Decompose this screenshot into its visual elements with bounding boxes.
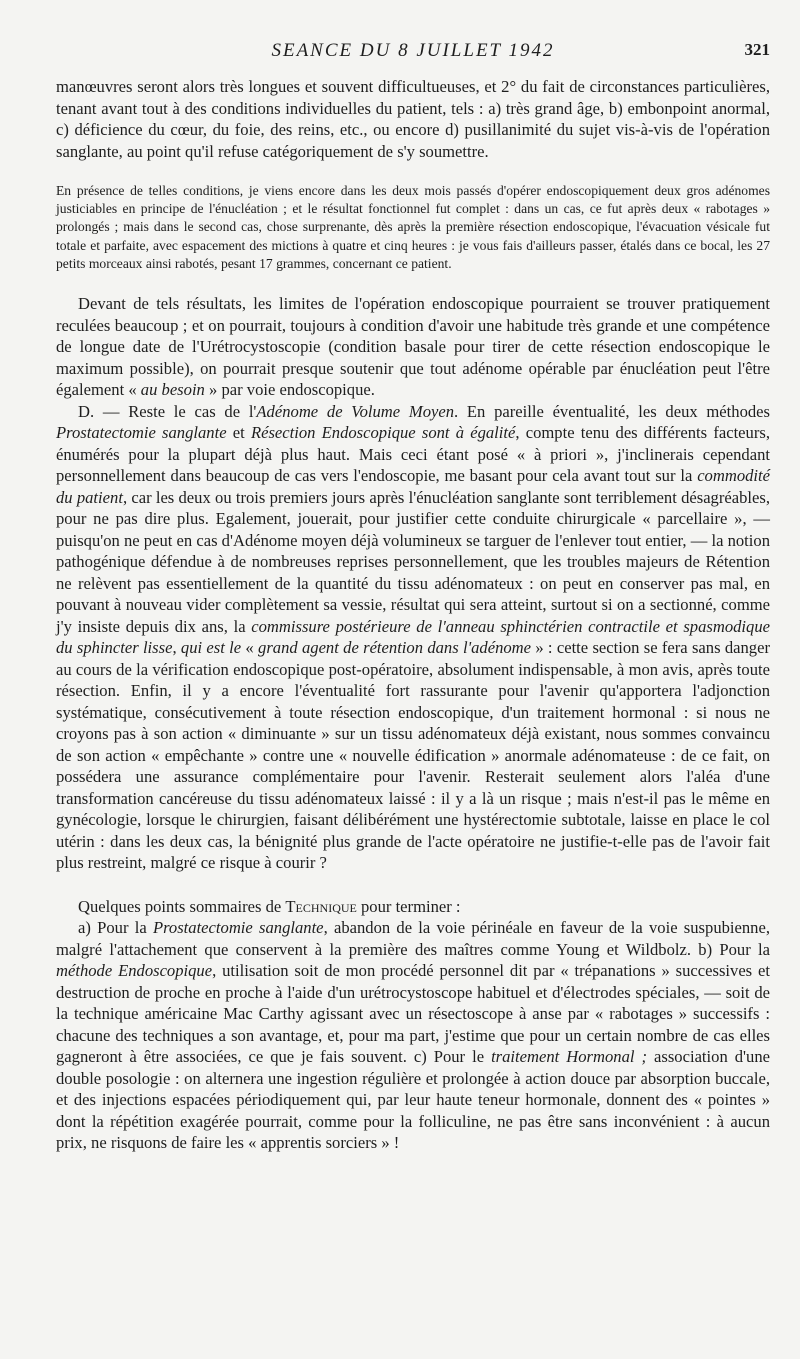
text-run: , abandon de la voie périnéale en faveur de la voie suspubienne, malgré l'attachement que conservent à la première des maîtres comme Young et Wildbolz. b) Pour la [56, 918, 770, 959]
italic-run: Prostatectomie sanglante [152, 918, 324, 938]
body-text [56, 76, 770, 1154]
italic-run: méthode Endoscopique [56, 961, 213, 981]
text-run: » par voie endoscopique. [204, 380, 375, 400]
text-run: » : cette section se fera sans danger au cours de la vérification endoscopique post-opératoire, absolument indispensable, à mon avis, après toute résection. Enfin, il y a encore l'éventualité fort rassurante pour l'avenir qu'apportera l'adjonction systématique, consécutivement à toute résection endoscopique, d'un traitement hormonal : si nous ne croyons pas à son action « diminuante » sur un tissu adénomateux déjà existant, nous sommes convaincu de son action « empêchante » contre une « nouvelle édification » anormale adénomateuse : de ce fait, on possédera une assurance complémentaire pour l'avenir. Resterait seulement alors l'aléa d'une transformation cancéreuse du tissu adénomateux laissé : il y a là un risque ; mais n'est-il pas le même en gynécologie, lorsque le chirurgien, faisant délibérément une hystérectomie subtotale, laisse en place le col utérin : dans les deux cas, la bénignité plus grande de l'acte opératoire ne justifie-t-elle pas de l'avoir fait plus restreint, malgré ce risque à courir ? [56, 638, 770, 873]
italic-run: grand agent de rétention dans l'adénome [258, 638, 532, 658]
text-run: , [172, 638, 181, 658]
text-run: , car les deux ou trois premiers jours après l'énucléation sanglante sont terriblement désagréables, pour ne pas dire plus. Egalement, jouerait, pour justifier cette conduite chirurgicale « parcellaire », — puisqu'on ne peut en cas d'Adénome moyen déjà volumineux se targuer de l'enlever tout entier, — la notion pathogénique défendue à de nombreuses reprises personnellement, que les troubles majeurs de Rétention ne relèvent pas essentiellement de la quantité du tissu adénomateux : on peut en conserver pas mal, en pouvant à nouveau vider complètement sa vessie, résultat qui sera atteint, surtout si on a sectionné, comme j'y insiste depuis dix ans, la [56, 487, 770, 636]
italic-run: Adénome de Volume Moyen [256, 401, 455, 421]
italic-run: traitement Hormonal ; [491, 1047, 648, 1067]
text-run: « [241, 638, 259, 658]
text-run: , compte tenu des différents facteurs, énumérés pour la plupart déjà plus haut. Mais ceci étant posé « à priori », j'inclinerais cependant personnellement dans beaucoup de cas vers l'endoscopie, me basant pour cela avant tout sur la [56, 423, 770, 486]
text-run: association d'une double posologie : on alternera une ingestion régulière et prolongée à action douce par absorption buccale, et des injections espacées périodiquement qui, par leur haute teneur hormonale, donnent des « pointes » dont la répétition exagérée pourrait, comme pour la folliculine, ne pas être sans inconvénient : à aucun prix, ne risquons de faire les « apprentis sorciers » ! [56, 1047, 770, 1153]
italic-run: commodité du patient [56, 466, 770, 507]
page-number: 321 [744, 40, 770, 59]
text-run: , utilisation soit de mon procédé personnel dit par « trépanations » successives et destruction de proche en proche à l'aide d'un urétrocystoscope habituel et d'électrodes spéciales, — soit de la technique américaine Mac Carthy agissant avec un résectoscope à anse par « rabotages » successifs : chacune des techniques a son avantage, et, pour ma part, j'estime que pour un certain nombre de cas elles gagneront à être associées, ce que je fais souvent. c) Pour le [56, 961, 770, 1067]
paragraph-3 [56, 293, 770, 401]
paragraph-6 [56, 917, 770, 1154]
text-run: Devant de tels résultats, les limites de l'opération endoscopique pourraient se trouver pratiquement reculées beaucoup ; et on pourrait, toujours à condition d'avoir une habitude très grande et une compétence de longue date de l'Urétrocystoscopie (condition basale pour tirer de cette résection endoscopique le maximum possible), on pourrait presque soutenir que tout adénome opérable par énucléation peut l'être également « [56, 294, 770, 400]
italic-run: commissure postérieure de l'anneau sphinctérien contractile et spasmodique du sphincter lisse [56, 616, 770, 658]
paragraph-5 [56, 896, 770, 918]
paragraph-4 [56, 401, 770, 874]
paragraph-2-small-print: En présence de telles conditions, je viens encore dans les deux mois passés d'opérer endoscopiquement deux gros adénomes justiciables en principe de l'énucléation ; et le résultat fonctionnel fut complet : dans un cas, ce fut après deux « rabotages » prolongés ; mais dans le second cas, chose surprenante, dès après la première résection endoscopique, l'évacuation vésicale fut totale et parfaite, avec espacement des mictions à quatre et cinq heures : je vous fais d'ailleurs passer, étalés dans ce bocal, les 27 petits morceaux ainsi rabotés, pesant 17 grammes, concernant ce patient. [56, 183, 770, 271]
italic-run: Prostatectomie sanglante [56, 423, 227, 443]
text-run: . En pareille éventualité, les deux méthodes [454, 401, 770, 421]
italic-run: qui est le [180, 638, 242, 658]
italic-run: au besoin [140, 380, 205, 400]
italic-run: Résection Endoscopique sont à égalité [250, 423, 516, 443]
text-run: pour terminer : [356, 896, 461, 916]
text-run: a) Pour la [78, 918, 153, 938]
running-title: SEANCE DU 8 JUILLET 1942 [271, 40, 555, 61]
text-run: Quelques points sommaires de [78, 896, 286, 916]
text-run: D. — Reste le cas de l' [78, 401, 257, 421]
text-run: et [226, 423, 251, 443]
paragraph-1: manœuvres seront alors très longues et souvent difficultueuses, et 2° du fait de circonstances particulières, tenant avant tout à des conditions individuelles du patient, tels : a) très grand âge, b) embonpoint anormal, c) déficience du cœur, du foie, des reins, etc., ou encore d) pusillanimité du sujet vis-à-vis de l'opération sanglante, au point qu'il refuse catégoriquement de s'y soumettre. [56, 77, 770, 161]
small-caps-run: Technique [285, 896, 357, 916]
page-header [56, 40, 770, 64]
